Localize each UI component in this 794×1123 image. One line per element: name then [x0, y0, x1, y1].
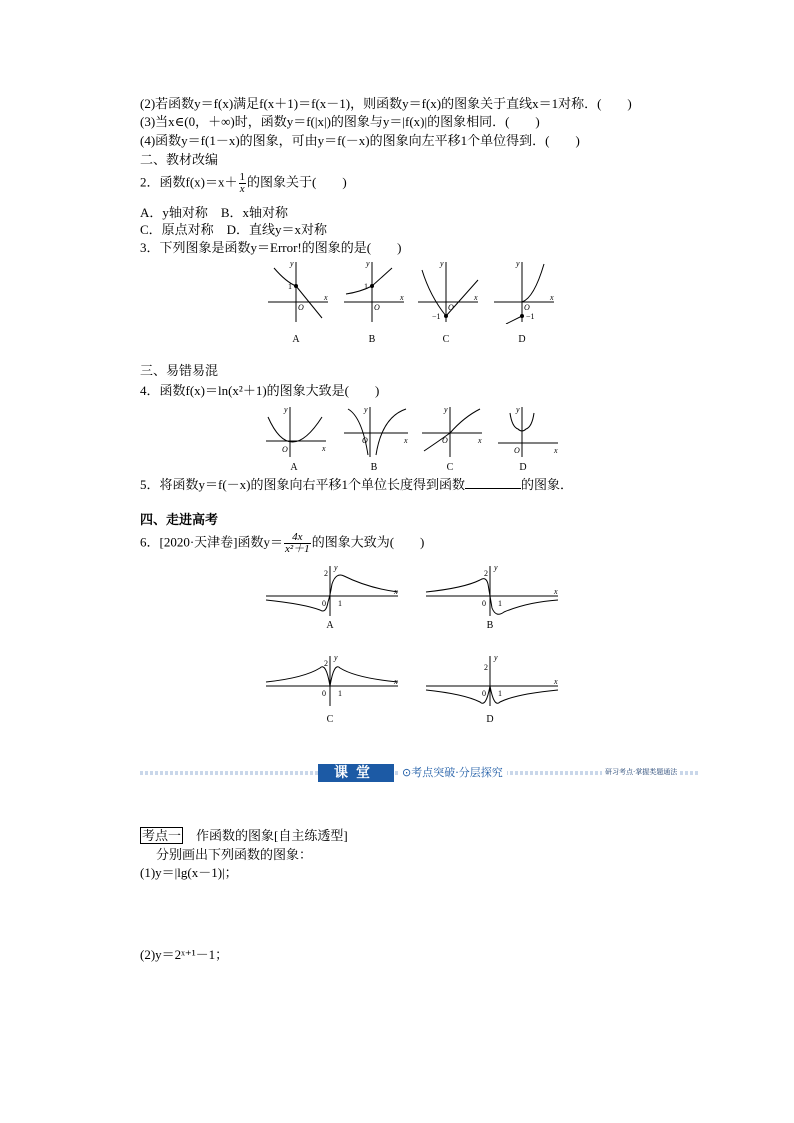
- q6-caption-a: A: [326, 620, 334, 631]
- q6-graph-d: [424, 652, 560, 708]
- q4-graph-d: [496, 403, 560, 459]
- svg-text:x: x: [404, 436, 408, 445]
- keypoint-1-heading: [140, 828, 348, 844]
- q6-graph-a: [264, 562, 400, 618]
- svg-text:x: x: [554, 587, 558, 596]
- q4-graph-c: [420, 403, 484, 459]
- svg-text:1: 1: [338, 689, 342, 698]
- svg-text:y: y: [334, 563, 338, 572]
- q3-caption-b: B: [368, 334, 376, 345]
- keypoint-1-item-1: (1)y＝|lg(x－1)|；: [140, 865, 238, 880]
- q3-caption-c: C: [442, 334, 450, 345]
- question-5-stem: [140, 477, 573, 493]
- q5-answer-blank: [465, 477, 521, 489]
- q3d-y-label: y: [516, 259, 520, 268]
- q3b-y-label: y: [366, 259, 370, 268]
- svg-text:x: x: [478, 436, 482, 445]
- q6-stem-pre: 6．[2020·天津卷]函数y＝: [140, 534, 283, 550]
- q6-stem-post: 的图象大致为( ): [311, 534, 425, 550]
- svg-text:y: y: [364, 405, 368, 414]
- section-heading-textbook: 二、教材改编: [140, 152, 219, 167]
- q2-stem-post: 的图象关于( ): [247, 174, 347, 190]
- q3-graph-c: [416, 258, 480, 324]
- svg-text:1: 1: [498, 599, 502, 608]
- svg-text:O: O: [282, 445, 288, 454]
- svg-text:O: O: [362, 436, 368, 445]
- q3c-origin-label: O: [448, 303, 454, 312]
- q4-graph-a: [264, 403, 328, 459]
- keypoint-1-title: 作函数的图象[自主练透型]: [183, 828, 348, 843]
- q6-caption-d: D: [486, 714, 494, 725]
- q4-caption-d: D: [519, 462, 527, 473]
- banner-right-text: 研习考点·掌握类题通法: [602, 766, 680, 778]
- q4-caption-b: B: [370, 462, 378, 473]
- question-2-options-cd: C．原点对称 D．直线y＝x对称: [140, 222, 328, 237]
- q3-graph-a: [266, 258, 330, 324]
- keypoint-1-tag: 考点一: [142, 828, 182, 843]
- banner-subtitle: ⊙考点突破·分层探究: [398, 765, 507, 781]
- keypoint-1-intro: 分别画出下列函数的图象：: [156, 847, 313, 862]
- q3d-neg1-label: −1: [526, 312, 535, 321]
- banner-title: 课堂: [318, 764, 394, 782]
- svg-text:x: x: [554, 446, 558, 455]
- svg-text:y: y: [494, 653, 498, 662]
- svg-text:y: y: [494, 563, 498, 572]
- svg-text:y: y: [516, 405, 520, 414]
- q3c-neg1-label: −1: [432, 312, 441, 321]
- svg-text:y: y: [444, 405, 448, 414]
- q3a-origin-label: O: [298, 303, 304, 312]
- svg-text:2: 2: [324, 569, 328, 578]
- keypoint-1-item-2: (2)y＝2ˣ⁺¹－1；: [140, 947, 229, 962]
- q6-caption-c: C: [326, 714, 334, 725]
- classroom-banner: [140, 755, 700, 795]
- question-2-stem: [140, 172, 347, 195]
- svg-text:x: x: [322, 444, 326, 453]
- q6-caption-b: B: [486, 620, 494, 631]
- tf-item-4: (4)函数y＝f(1－x)的图象，可由y＝f(－x)的图象向左平移1个单位得到．( ): [140, 133, 580, 148]
- tf-item-2: (2)若函数y＝f(x)满足f(x＋1)＝f(x－1)，则函数y＝f(x)的图象关于直线x＝1对称．( ): [140, 96, 632, 111]
- q3b-one-label: 1: [364, 282, 368, 291]
- q3b-origin-label: O: [374, 303, 380, 312]
- svg-text:0: 0: [322, 689, 326, 698]
- q3-caption-d: D: [518, 334, 526, 345]
- q3c-x-label: x: [474, 293, 478, 302]
- svg-text:1: 1: [498, 689, 502, 698]
- q4-caption-a: A: [290, 462, 298, 473]
- svg-text:y: y: [284, 405, 288, 414]
- question-3-stem: 3．下列图象是函数y＝Error!的图象的是( ): [140, 240, 402, 255]
- q3a-one-label: 1: [288, 282, 292, 291]
- q2-stem-pre: 2．函数f(x)＝x＋: [140, 174, 238, 190]
- q3a-x-label: x: [324, 293, 328, 302]
- svg-text:O: O: [442, 436, 448, 445]
- svg-text:2: 2: [324, 659, 328, 668]
- q5-stem-pre: 5．将函数y＝f(－x)的图象向右平移1个单位长度得到函数: [140, 477, 465, 492]
- q3b-x-label: x: [400, 293, 404, 302]
- svg-text:x: x: [394, 677, 398, 686]
- q3c-y-label: y: [440, 259, 444, 268]
- svg-text:x: x: [554, 677, 558, 686]
- svg-text:1: 1: [338, 599, 342, 608]
- q3a-y-label: y: [290, 259, 294, 268]
- q3-graph-b: [342, 258, 406, 324]
- question-6-stem: [140, 532, 424, 555]
- svg-text:2: 2: [484, 663, 488, 672]
- svg-text:0: 0: [482, 599, 486, 608]
- section-heading-gaokao: 四、走进高考: [140, 512, 219, 527]
- q2-frac-num: 1: [239, 171, 245, 183]
- q6-frac-den: x²＋1: [285, 543, 310, 555]
- svg-text:x: x: [394, 587, 398, 596]
- question-4-stem: 4．函数f(x)＝ln(x²＋1)的图象大致是( ): [140, 383, 380, 398]
- q3d-origin-label: O: [524, 303, 530, 312]
- svg-text:O: O: [514, 446, 520, 455]
- question-2-options-ab: A．y轴对称 B．x轴对称: [140, 205, 289, 220]
- svg-text:0: 0: [322, 599, 326, 608]
- svg-text:0: 0: [482, 689, 486, 698]
- q6-graph-b: [424, 562, 560, 618]
- q6-graph-c: [264, 652, 400, 708]
- q4-graph-b: [342, 403, 410, 459]
- q4-caption-c: C: [446, 462, 454, 473]
- section-heading-error-prone: 三、易错易混: [140, 363, 219, 378]
- q3d-x-label: x: [550, 293, 554, 302]
- tf-item-3: (3)当x∈(0，＋∞)时，函数y＝f(|x|)的图象与y＝|f(x)|的图象相同．( ): [140, 114, 540, 129]
- q5-stem-post: 的图象．: [521, 477, 574, 492]
- q6-fraction: [284, 532, 311, 555]
- q6-frac-num: 4x: [284, 532, 311, 544]
- q2-frac-den: x: [239, 183, 245, 195]
- q3-caption-a: A: [292, 334, 300, 345]
- svg-text:2: 2: [484, 569, 488, 578]
- q3-graph-d: [492, 258, 556, 324]
- svg-text:y: y: [334, 653, 338, 662]
- q2-fraction: [239, 172, 247, 195]
